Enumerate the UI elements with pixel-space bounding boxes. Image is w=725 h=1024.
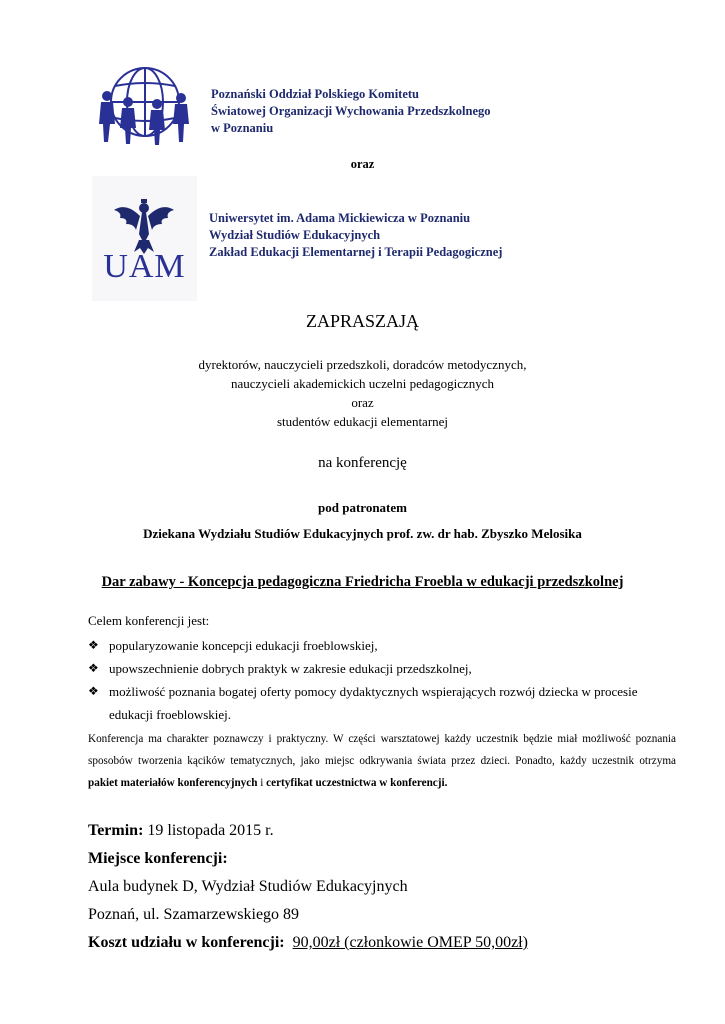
list-item [88, 680, 678, 703]
list-item [88, 634, 678, 657]
place-line-1: Aula budynek D, Wydział Studiów Edukacyjnych [88, 878, 408, 895]
cost-line [88, 934, 528, 952]
goal-text: edukacji froeblowskiej. [109, 707, 232, 722]
place-label: Miejsce konferencji: [88, 850, 228, 867]
audience-block [0, 355, 725, 431]
description-certificate: certyfikat uczestnictwa w konferencji. [266, 777, 448, 789]
diamond-bullet-icon: ❖ [88, 661, 99, 675]
goals-list [88, 634, 678, 726]
uam-organization [209, 210, 502, 261]
uam-logo [92, 176, 197, 301]
list-item [88, 657, 678, 680]
globe-children-icon [95, 62, 195, 147]
uam-logo-text: UAM [103, 248, 186, 285]
description-materials: pakiet materiałów konferencyjnych [88, 777, 258, 789]
goal-text: popularyzowanie koncepcji edukacji froeblowskiej, [109, 638, 378, 653]
audience-line-3: oraz [351, 395, 374, 410]
audience-line-1: dyrektorów, nauczycieli przedszkoli, doradców metodycznych, [198, 357, 527, 372]
omep-line-1: Poznański Oddział Polskiego Komitetu [211, 87, 420, 101]
description-text: Konferencja ma charakter poznawczy i praktyczny. W części warsztatowej każdy uczestnik będzie miał możliwość poznania sposobów tworzenia kącików tematycznych, jako miejsc odkrywania świata przez dzieci. Ponadto, każdy uczestnik otrzyma [88, 733, 676, 767]
uam-line-3: Zakład Edukacji Elementarnej i Terapii Pedagogicznej [209, 245, 503, 259]
uam-line-1: Uniwersytet im. Adama Mickiewicza w Poznaniu [209, 211, 471, 225]
connector-oraz: oraz [350, 157, 375, 171]
description-conjunction: i [257, 777, 267, 789]
invite-title: ZAPRASZAJĄ [305, 311, 420, 331]
place-line-2: Poznań, ul. Szamarzewskiego 89 [88, 906, 300, 923]
uam-line-2: Wydział Studiów Edukacyjnych [209, 228, 381, 242]
omep-organization [211, 86, 491, 137]
patronage-label: pod patronatem [318, 500, 407, 515]
patron-name: Dziekana Wydziału Studiów Edukacyjnych prof. zw. dr hab. Zbyszko Melosika [143, 526, 582, 541]
omep-line-3: w Poznaniu [211, 121, 274, 135]
date-line [88, 822, 274, 840]
date-label: Termin: [88, 822, 144, 839]
diamond-bullet-icon: ❖ [88, 638, 99, 652]
omep-line-2: Światowej Organizacji Wychowania Przedszkolnego [211, 104, 491, 118]
audience-line-2: nauczycieli akademickich uczelni pedagogicznych [230, 376, 495, 391]
event-label: na konferencję [318, 455, 407, 471]
list-item-continuation [88, 703, 678, 726]
goals-intro: Celem konferencji jest: [88, 613, 210, 628]
cost-value: 90,00zł (członkowie OMEP 50,00zł) [292, 934, 528, 951]
goal-text: możliwość poznania bogatej oferty pomocy dydaktycznych wspierających rozwój dziecka w procesie [109, 684, 638, 699]
date-value: 19 listopada 2015 r. [143, 822, 274, 839]
conference-description [88, 728, 676, 794]
goal-text: upowszechnienie dobrych praktyk w zakresie edukacji przedszkolnej, [109, 661, 472, 676]
audience-line-4: studentów edukacji elementarnej [276, 414, 449, 429]
omep-logo [95, 62, 195, 147]
diamond-bullet-icon: ❖ [88, 684, 99, 698]
cost-label: Koszt udziału w konferencji: [88, 934, 285, 951]
conference-title: Dar zabawy - Koncepcja pedagogiczna Friedricha Froebla w edukacji przedszkolnej [101, 574, 624, 590]
